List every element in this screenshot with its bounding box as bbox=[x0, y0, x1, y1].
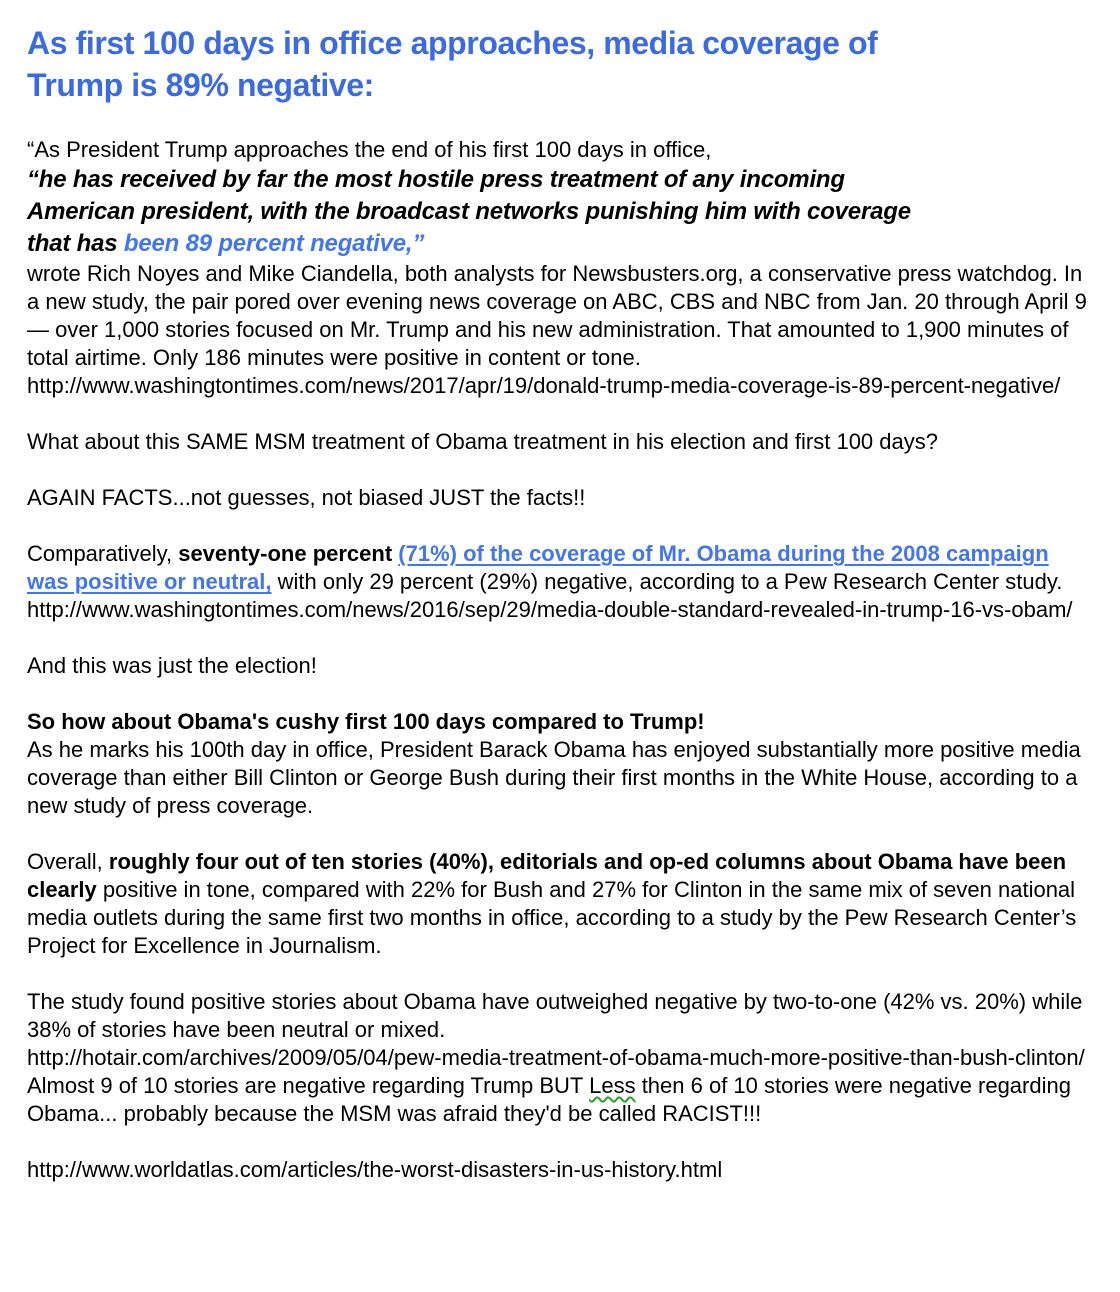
obama-question-text: What about this SAME MSM treatment of Obama treatment in his election and first 100 days? bbox=[27, 429, 938, 454]
page-title-line-1: As first 100 days in office approaches, media coverage of bbox=[27, 25, 878, 61]
misspelled-word-grammar-underline: Less bbox=[589, 1073, 636, 1098]
again-facts-text: AGAIN FACTS...not guesses, not biased JUST the facts!! bbox=[27, 485, 586, 510]
pew-study-text: The study found positive stories about Obama have outweighed negative by two-to-one (42% vs. 20%) while 38% of stories have been neutral or mixed. bbox=[27, 989, 1083, 1042]
press-quote-paragraph bbox=[27, 164, 1094, 260]
intro-paragraph bbox=[27, 136, 1094, 164]
obama-100-days-heading-text: So how about Obama's cushy first 100 days compared to Trump! bbox=[27, 709, 705, 734]
comparative-paragraph bbox=[27, 540, 1094, 624]
washingtontimes-2017-url-text: http://www.washingtontimes.com/news/2017/apr/19/donald-trump-media-coverage-is-89-percent-negative/ bbox=[27, 373, 1061, 398]
again-facts-paragraph bbox=[27, 484, 1094, 512]
obama-100-days-body-text: As he marks his 100th day in office, President Barack Obama has enjoyed substantially more positive media coverage than either Bill Clinton or George Bush during their first months in the White House, according to a new study of press coverage. bbox=[27, 737, 1081, 818]
closing-comparison-line bbox=[27, 1072, 1094, 1128]
overall-bold-text: roughly four out of ten stories (40%), editorials and op-ed columns about Obama have been clearly bbox=[27, 849, 1067, 902]
quote-line-3 bbox=[27, 228, 1094, 260]
newsbusters-study-text: wrote Rich Noyes and Mike Ciandella, both analysts for Newsbusters.org, a conservative press watchdog. In a new study, the pair pored over evening news coverage on ABC, CBS and NBC from Jan. 20 through April 9 — over 1,000 stories focused on Mr. Trump and his new administration. That amounted to 1,900 minutes of total airtime. Only 186 minutes were positive in content or tone. bbox=[27, 261, 1087, 370]
overall-lead-text: Overall, bbox=[27, 849, 109, 874]
page-title bbox=[27, 22, 1094, 106]
seventy-one-percent-bold-text: seventy-one percent bbox=[178, 541, 399, 566]
election-note-paragraph bbox=[27, 652, 1094, 680]
pew-study-paragraph bbox=[27, 988, 1094, 1128]
comparative-lead-text: Comparatively, bbox=[27, 541, 179, 566]
closing-comparison-tail-text: then 6 of 10 stories were negative regarding Obama... probably because the MSM was afraid they'd be called RACIST!!! bbox=[27, 1073, 1071, 1126]
comparative-tail-text: with only 29 percent (29%) negative, according to a Pew Research Center study. bbox=[271, 569, 1063, 594]
quote-line-1: “he has received by far the most hostile press treatment of any incoming bbox=[27, 166, 845, 193]
worldatlas-url-text: http://www.worldatlas.com/articles/the-worst-disasters-in-us-history.html bbox=[27, 1157, 723, 1182]
hotair-url-text: http://hotair.com/archives/2009/05/04/pew-media-treatment-of-obama-much-more-positive-than-bush-clinton/ bbox=[27, 1045, 1085, 1070]
overall-tail-text: positive in tone, compared with 22% for Bush and 27% for Clinton in the same mix of seven national media outlets during the same first two months in office, according to a study by the Pew Research Center’s Project for Excellence in Journalism. bbox=[27, 877, 1077, 958]
quote-89-percent-link[interactable]: been 89 percent negative,” bbox=[123, 230, 425, 257]
newsbusters-study-paragraph bbox=[27, 260, 1094, 400]
footer-url-paragraph bbox=[27, 1156, 1094, 1184]
page-title-line-2: Trump is 89% negative: bbox=[27, 67, 374, 103]
obama-question-paragraph bbox=[27, 428, 1094, 456]
obama-coverage-link[interactable]: (71%) of the coverage of Mr. Obama during the 2008 campaign was positive or neutral, bbox=[27, 541, 1049, 594]
obama-100-days-paragraph bbox=[27, 708, 1094, 820]
intro-lead-text: “As President Trump approaches the end of his first 100 days in office, bbox=[27, 137, 712, 162]
election-note-text: And this was just the election! bbox=[27, 653, 317, 678]
overall-stats-paragraph bbox=[27, 848, 1094, 960]
quote-line-2: American president, with the broadcast networks punishing him with coverage bbox=[27, 198, 911, 225]
closing-comparison-lead-text: Almost 9 of 10 stories are negative regarding Trump BUT bbox=[27, 1073, 590, 1098]
washingtontimes-2016-url-text: http://www.washingtontimes.com/news/2016/sep/29/media-double-standard-revealed-in-trump-16-vs-obam/ bbox=[27, 597, 1073, 622]
quote-line-3-black: that has bbox=[27, 230, 124, 257]
